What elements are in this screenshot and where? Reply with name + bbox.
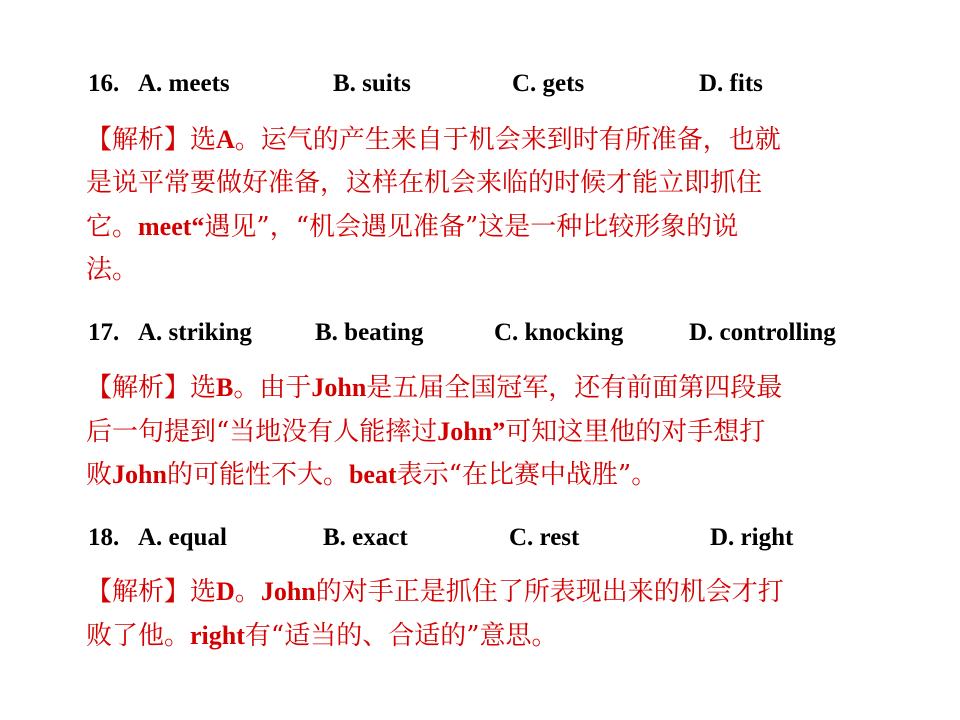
analysis-text: 法。 (86, 254, 139, 285)
analysis-term: John” (437, 416, 506, 446)
question-16-analysis (86, 118, 886, 292)
option-a: A. striking (138, 319, 252, 346)
analysis-term: beat (348, 460, 397, 489)
analysis-line (86, 410, 886, 454)
option-a: A. equal (138, 524, 227, 551)
analysis-term: D (216, 577, 235, 606)
option-d: D. fits (699, 70, 763, 97)
question-number: 16. (88, 70, 120, 97)
analysis-term: meet“ (138, 212, 205, 241)
analysis-term: John (260, 577, 316, 606)
analysis-text: 败了他。 (86, 620, 191, 651)
analysis-text: 可知这里他的对手想打 (505, 416, 766, 447)
question-number: 18. (88, 524, 120, 551)
analysis-text: 表示“在比赛中战胜”。 (396, 460, 658, 490)
option-d: D. right (710, 524, 794, 551)
analysis-term: A (216, 125, 235, 154)
analysis-line (86, 118, 886, 162)
analysis-text: 【解析】选 (86, 577, 217, 607)
analysis-text: 遇见”，“机会遇见准备”这是一种比较形象的说 (204, 212, 739, 242)
option-c: C. gets (512, 70, 585, 97)
analysis-line (86, 366, 886, 410)
analysis-line (86, 453, 886, 497)
analysis-term: B (216, 373, 234, 402)
analysis-term: John (112, 460, 167, 489)
analysis-line (86, 249, 886, 293)
option-c: C. knocking (494, 319, 624, 346)
question-17-analysis (86, 366, 886, 497)
analysis-text: 的对手正是抓住了所表现出来的机会才打 (315, 577, 784, 607)
option-b: B. exact (323, 524, 408, 551)
option-a: A. meets (138, 70, 230, 97)
analysis-text: 【解析】选 (86, 125, 217, 155)
question-number: 17. (88, 319, 120, 346)
analysis-term: right (190, 620, 245, 650)
analysis-line (86, 162, 886, 206)
analysis-text: 。由于 (233, 373, 312, 403)
analysis-text: 是五届全国冠军，还有前面第四段最 (366, 373, 783, 403)
analysis-text: 有“适当的、合适的”意思。 (244, 620, 558, 651)
analysis-text: 败 (86, 460, 113, 490)
analysis-line (86, 570, 886, 614)
analysis-line (86, 205, 886, 249)
option-d: D. controlling (689, 319, 836, 346)
analysis-line (86, 614, 886, 658)
analysis-term: John (311, 373, 367, 402)
analysis-text: 它。 (86, 212, 139, 242)
analysis-text: 。运气的产生来自于机会来到时有所准备，也就 (234, 125, 781, 155)
option-c: C. rest (509, 524, 580, 551)
analysis-text: 。 (234, 577, 261, 607)
analysis-text: 【解析】选 (86, 373, 217, 403)
option-b: B. suits (333, 70, 411, 97)
analysis-text: 后一句提到“当地没有人能摔过 (86, 416, 438, 447)
question-18-analysis (86, 570, 886, 657)
analysis-text: 的可能性不大。 (166, 460, 349, 490)
analysis-text: 是说平常要做好准备，这样在机会来临的时候才能立即抓住 (86, 167, 763, 198)
option-b: B. beating (315, 319, 424, 346)
